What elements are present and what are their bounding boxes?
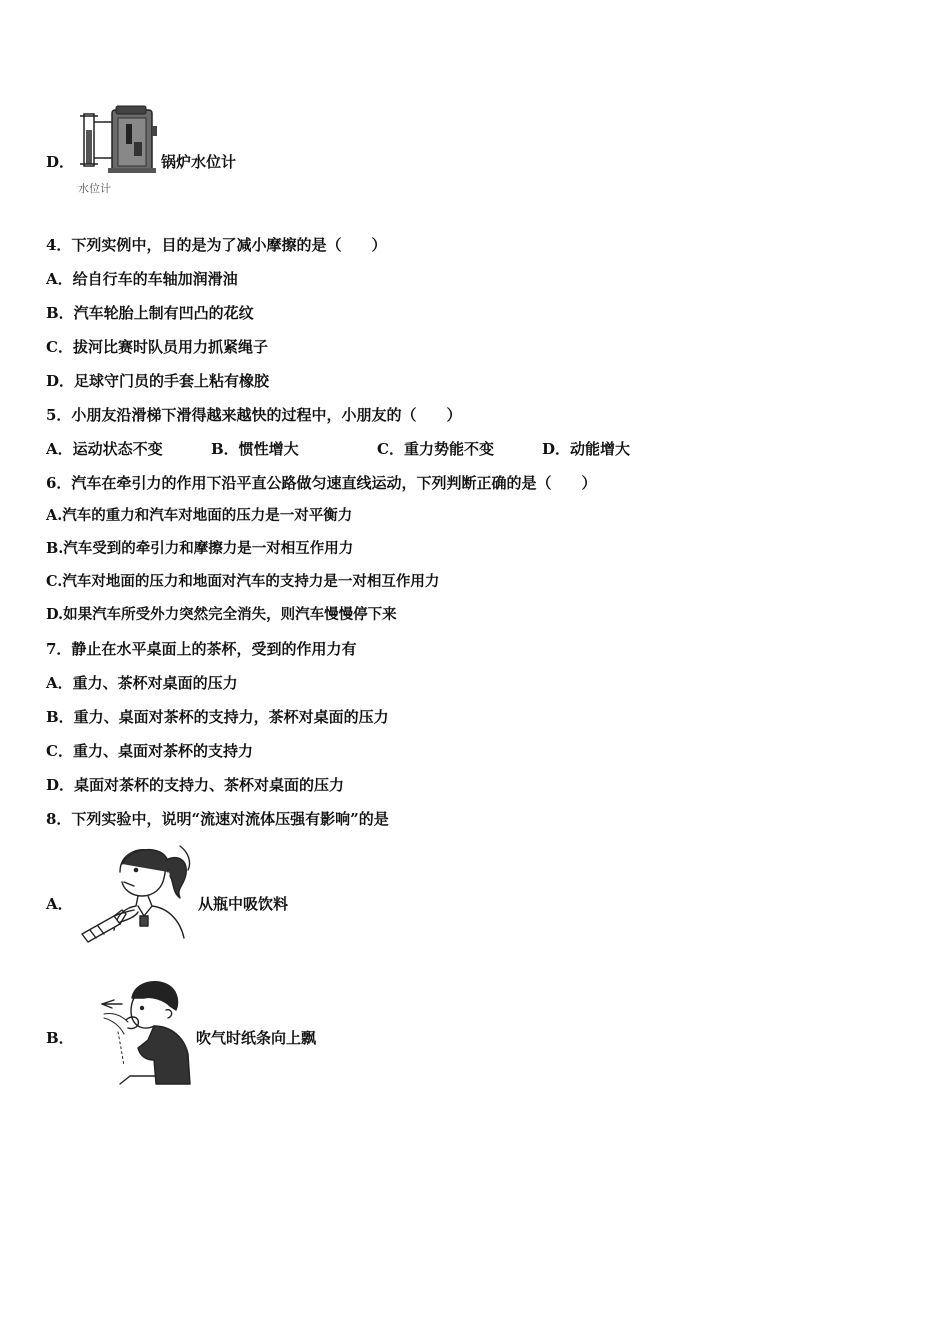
q6-option-d: D.如果汽车所受外力突然完全消失，则汽车慢慢停下来 — [46, 606, 397, 623]
q5-option-a: A．运动状态不变 — [46, 440, 163, 458]
q8-option-a-label: A． — [46, 895, 73, 913]
question-6-stem: 6．汽车在牵引力的作用下沿平直公路做匀速直线运动，下列判断正确的是（ ） — [46, 474, 597, 492]
question-4-stem: 4．下列实例中，目的是为了减小摩擦的是（ ） — [46, 236, 387, 254]
girl-drinking-illustration — [76, 842, 198, 946]
q7-option-b: B．重力、桌面对茶杯的支持力，茶杯对桌面的压力 — [46, 708, 389, 726]
q6-option-c: C.汽车对地面的压力和地面对汽车的支持力是一对相互作用力 — [46, 573, 440, 590]
boiler-gauge-figure — [74, 102, 160, 198]
q5-option-b: B．惯性增大 — [211, 440, 299, 458]
q7-option-c: C．重力、桌面对茶杯的支持力 — [46, 742, 253, 760]
q6-option-a: A.汽车的重力和汽车对地面的压力是一对平衡力 — [46, 507, 353, 524]
q4-option-d: D．足球守门员的手套上粘有橡胶 — [46, 372, 270, 390]
boy-blowing-figure — [100, 976, 196, 1088]
q7-option-a: A．重力、茶杯对桌面的压力 — [46, 674, 238, 692]
option-d-label: D． — [46, 153, 75, 171]
question-5-stem: 5．小朋友沿滑梯下滑得越来越快的过程中，小朋友的（ ） — [46, 406, 462, 424]
q8-option-a-caption: 从瓶中吸饮料 — [198, 895, 289, 913]
q4-option-b: B．汽车轮胎上制有凹凸的花纹 — [46, 304, 254, 322]
q6-option-b: B.汽车受到的牵引力和摩擦力是一对相互作用力 — [46, 540, 354, 557]
question-8-stem: 8．下列实验中，说明“流速对流体压强有影响”的是 — [46, 810, 389, 828]
girl-drinking-figure — [76, 842, 198, 946]
boiler-gauge-caption: 锅炉水位计 — [161, 153, 237, 171]
boy-blowing-illustration — [100, 976, 196, 1088]
q4-option-a: A．给自行车的车轴加润滑油 — [46, 270, 238, 288]
q7-option-d: D．桌面对茶杯的支持力、茶杯对桌面的压力 — [46, 776, 345, 794]
q4-option-c: C．拔河比赛时队员用力抓紧绳子 — [46, 338, 268, 356]
question-7-stem: 7．静止在水平桌面上的茶杯，受到的作用力有 — [46, 640, 357, 658]
q8-option-b-caption: 吹气时纸条向上飘 — [196, 1029, 317, 1047]
gauge-figure-label: 水位计 — [78, 182, 111, 195]
q8-option-b-label: B． — [46, 1029, 74, 1047]
q5-options-row — [46, 439, 746, 459]
q5-option-d: D．动能增大 — [542, 440, 631, 458]
q5-option-c: C．重力势能不变 — [377, 440, 494, 458]
